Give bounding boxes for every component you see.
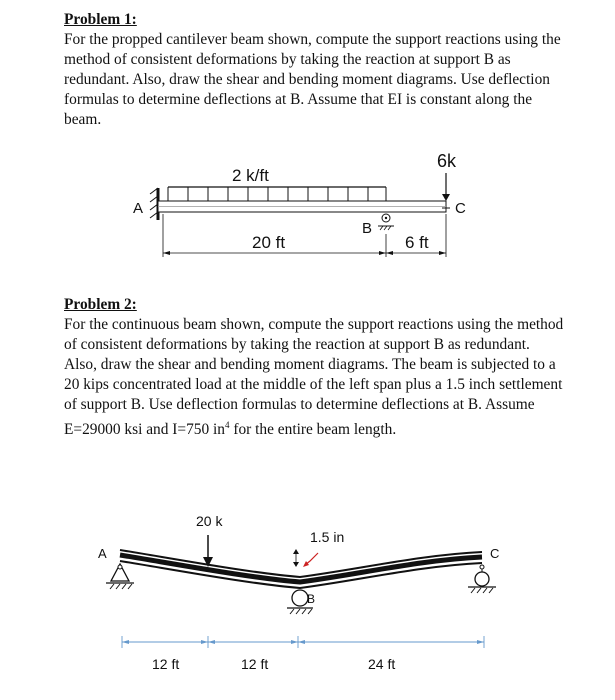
point-load-6k-arrow [442, 173, 450, 201]
deflected-beam [120, 550, 482, 588]
point-load-label: 20 k [196, 513, 223, 529]
span-bc-label: 6 ft [405, 233, 429, 252]
problem-2-body-part1: For the continuous beam shown, compute the support reactions using the method of consistent deformations by taking the reaction at support B as redundant. Also, draw the shear and bending moment diagrams. The beam is subjected to a 20 kips concentrated load at the middle of the left span plus a 1.5 inch settlement of support B. Use deflection formulas to determine deflections at B. Assume E=29000 ksi and I=750 in [64, 316, 564, 439]
dimension-line [122, 636, 484, 648]
roller-support-b [378, 214, 394, 230]
label-a: A [133, 200, 144, 217]
label-b: B [307, 592, 316, 606]
problem-1-text [64, 10, 564, 130]
point-load-20k-arrow [203, 535, 213, 567]
roller-support-c [468, 565, 496, 593]
span-2-label: 12 ft [241, 656, 269, 672]
label-b: B [362, 220, 373, 237]
span-3-label: 24 ft [368, 656, 396, 672]
problem-2-body-part2: for the entire beam length. [229, 421, 397, 439]
distributed-load [168, 187, 386, 201]
point-load-label: 6k [437, 151, 457, 171]
problem-2-heading: Problem 2: [64, 296, 137, 313]
figure-propped-cantilever [0, 150, 615, 265]
problem-2-body [64, 315, 564, 440]
settlement-label: 1.5 in [310, 529, 345, 545]
problem-2-text [64, 295, 564, 440]
distributed-load-label: 2 k/ft [232, 166, 269, 185]
pin-support-a [106, 564, 134, 589]
label-c: C [490, 546, 500, 561]
span-ab-label: 20 ft [252, 233, 286, 252]
problem-1-body: For the propped cantilever beam shown, compute the support reactions using the method of consistent deformations by taking the reaction at support B as redundant. Also, draw the shear and bending moment diagrams. Use deflection formulas to determine deflections at B. Assume that EI is constant along the beam. [64, 31, 561, 128]
span-1-label: 12 ft [152, 656, 180, 672]
label-a: A [98, 546, 107, 561]
settlement-arrow [293, 549, 318, 567]
problem-1-heading: Problem 1: [64, 11, 137, 28]
figure-continuous-beam [0, 505, 615, 700]
label-c: C [455, 200, 466, 217]
exponent: 4 [225, 420, 230, 430]
